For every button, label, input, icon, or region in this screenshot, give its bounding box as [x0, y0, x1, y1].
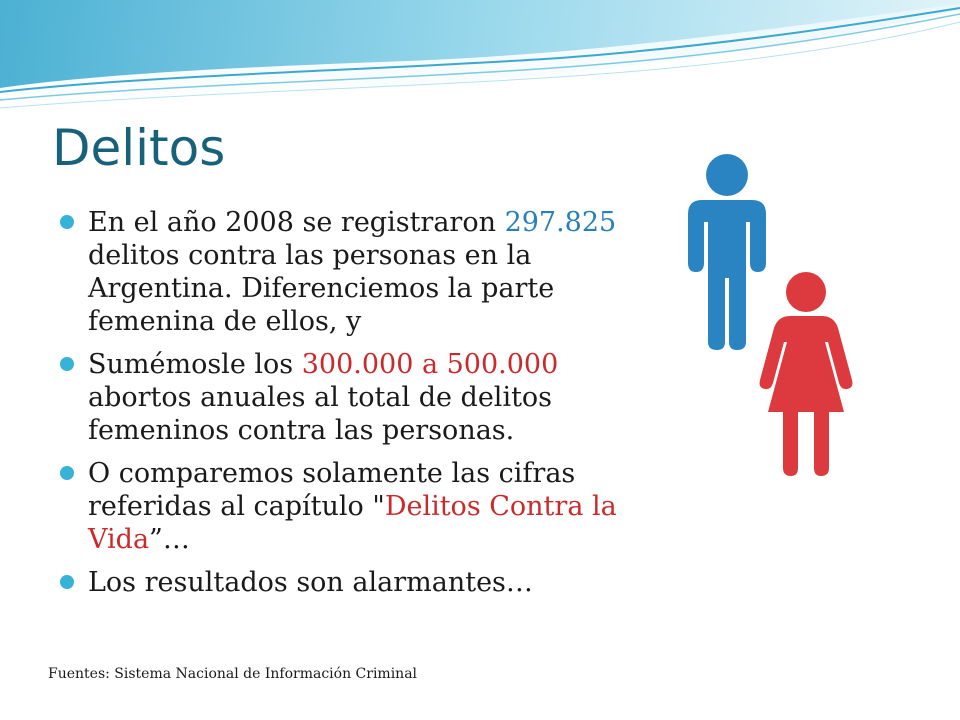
slide-title: Delitos: [52, 119, 226, 177]
bullet-dot-icon: [60, 357, 74, 371]
bullet-dot-icon: [60, 215, 74, 229]
bullet-dot-icon: [60, 466, 74, 480]
bullet-item: [58, 566, 658, 599]
bullet-item: [58, 206, 658, 338]
bullet-list: [58, 206, 658, 609]
female-figure-icon: [760, 272, 853, 476]
gender-figures: [680, 150, 900, 480]
bullet-text-segment: delitos contra las personas en la Argentina. Diferenciemos la parte femenina de ellos, y: [88, 240, 555, 337]
bullet-text-segment: O comparemos solamente las cifras referidas al capítulo ": [88, 458, 576, 522]
bullet-text-segment: Los resultados son alarmantes…: [88, 567, 533, 598]
bullet-text-segment: Delitos Contra la Vida: [88, 491, 617, 555]
bullet-text-segment: En el año 2008 se registraron: [88, 207, 505, 238]
bullet-dot-icon: [60, 575, 74, 589]
bullet-text-segment: 300.000 a 500.000: [301, 349, 559, 380]
source-note: Fuentes: Sistema Nacional de Información Criminal: [48, 666, 418, 682]
male-figure-icon: [688, 154, 766, 350]
bullet-text-segment: 297.825: [504, 207, 617, 238]
bullet-text-segment: ”…: [149, 524, 190, 555]
bullet-text-segment: Sumémosle los: [88, 349, 302, 380]
bullet-item: [58, 457, 658, 556]
bullet-text-segment: abortos anuales al total de delitos femeninos contra las personas.: [88, 382, 553, 446]
decorative-wave-header: [0, 0, 960, 120]
bullet-item: [58, 348, 658, 447]
